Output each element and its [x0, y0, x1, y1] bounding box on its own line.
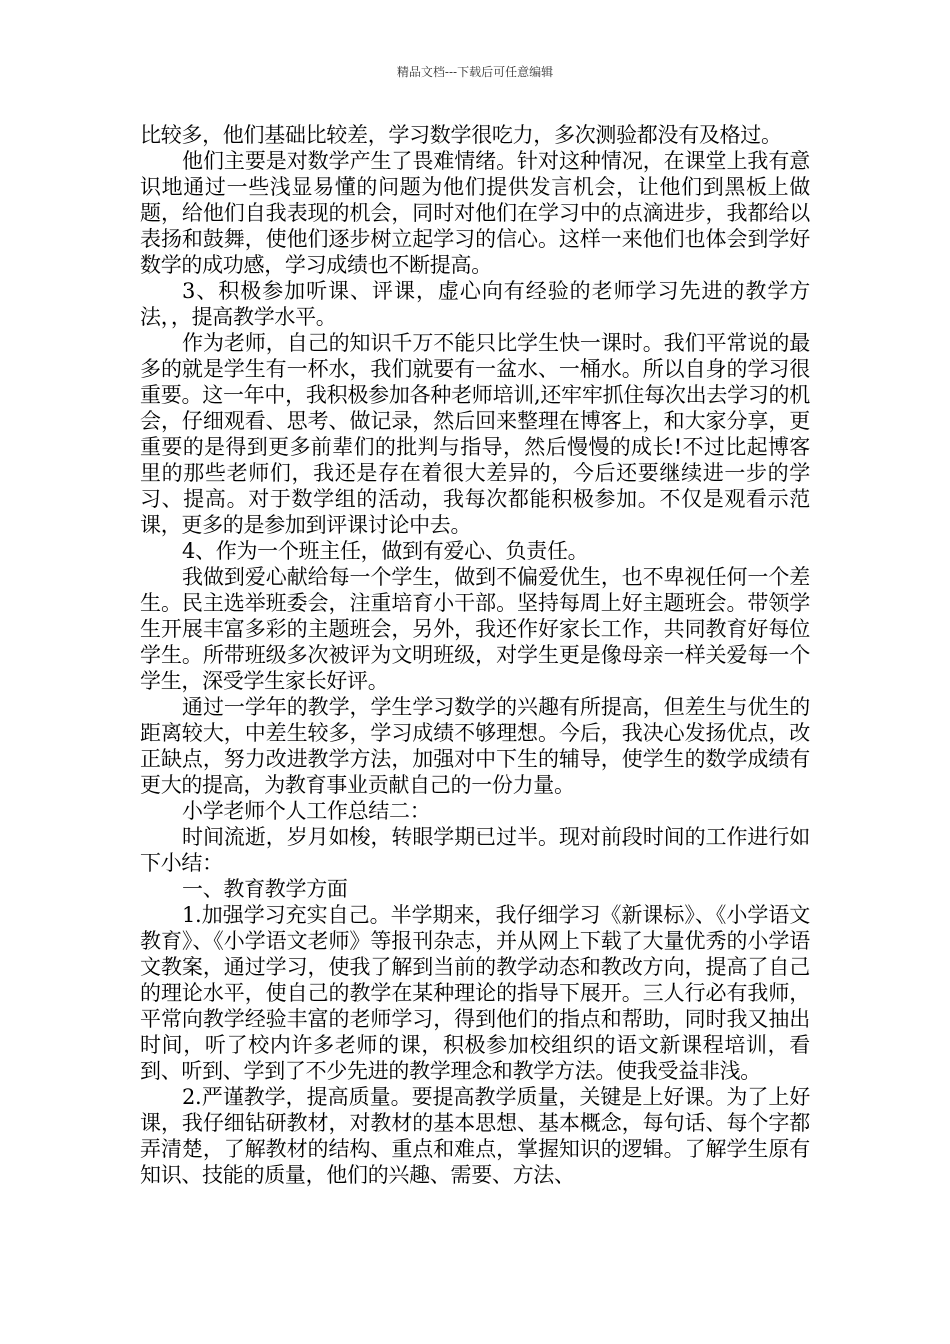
- section-heading-summary-two: 小学老师个人工作总结二：: [182, 799, 431, 823]
- paragraph-7: 通过一学年的教学，学生学习数学的兴趣有所提高，但差生与优生的距离较大，中差生较多，学习成绩不够理想。今后，我决心发扬优点，改正缺点，努力改进教学方法，加强对中下生的辅导，使学生的数学成绩有更大的提高，为教育事业贡献自己的一份力量。: [140, 695, 810, 797]
- paragraph-2: 他们主要是对数学产生了畏难情绪。针对这种情况，在课堂上我有意识地通过一些浅显易懂的问题为他们提供发言机会，让他们到黑板上做题，给他们自我表现的机会，同时对他们在学习中的点滴进步，我都给以表扬和鼓舞，使他们逐步树立起学习的信心。这样一来他们也体会到学好数学的成功感，学习成绩也不断提高。: [140, 149, 810, 277]
- page-header: 精品文档---下载后可任意编辑: [396, 65, 554, 79]
- paragraph-4: 作为老师，自己的知识千万不能只比学生快一课时。我们平常说的最多的就是学生有一杯水，我们就要有一盆水、一桶水。所以自身的学习很重要。这一年中，我积极参加各种老师培训,还牢牢抓住每次出去学习的机会，仔细观看、思考、做记录，然后回来整理在博客上，和大家分享，更重要的是得到更多前辈们的批判与指导，然后慢慢的成长!不过比起博客里的那些老师们，我还是存在着很大差异的，今后还要继续进一步的学习、提高。对于数学组的活动，我每次都能积极参加。不仅是观看示范课，更多的是参加到评课讨论中去。: [140, 331, 810, 537]
- paragraph-5: 4、作为一个班主任，做到有爱心、负责任。: [182, 539, 589, 563]
- paragraph-12: 2.严谨教学，提高质量。要提高教学质量，关键是上好课。为了上好课，我仔细钻研教材，对教材的基本思想、基本概念，每句话、每个字都弄清楚，了解教材的结构、重点和难点，掌握知识的逻辑。了解学生原有知识、技能的质量，他们的兴趣、需要、方法、: [140, 1085, 810, 1187]
- document-body: [140, 122, 810, 1188]
- paragraph-1: 比较多，他们基础比较差，学习数学很吃力，多次测验都没有及格过。: [140, 123, 782, 147]
- section-heading-teaching: 一、教育教学方面: [182, 877, 348, 901]
- paragraph-3: 3、积极参加听课、评课，虚心向有经验的老师学习先进的教学方法，，提高教学水平。: [140, 279, 810, 329]
- paragraph-6: 我做到爱心献给每一个学生，做到不偏爱优生，也不卑视任何一个差生。民主选举班委会，注重培育小干部。坚持每周上好主题班会。带领学生开展丰富多彩的主题班会，另外，我还作好家长工作，共同教育好每位学生。所带班级多次被评为文明班级，对学生更是像母亲一样关爱每一个学生，深受学生家长好评。: [140, 565, 810, 693]
- paragraph-9: 时间流逝，岁月如梭，转眼学期已过半。现对前段时间的工作进行如下小结：: [140, 825, 810, 875]
- paragraph-11: 1.加强学习充实自己。半学期来，我仔细学习《新课标》、《小学语文教育》、《小学语文老师》等报刊杂志，并从网上下载了大量优秀的小学语文教案，通过学习，使我了解到当前的教学动态和教改方向，提高了自己的理论水平，使自己的教学在某种理论的指导下展开。三人行必有我师，平常向教学经验丰富的老师学习，得到他们的指点和帮助，同时我又抽出时间，听了校内许多老师的课，积极参加校组织的语文新课程培训，看到、听到、学到了不少先进的教学理念和教学方法。使我受益非浅。: [140, 903, 810, 1083]
